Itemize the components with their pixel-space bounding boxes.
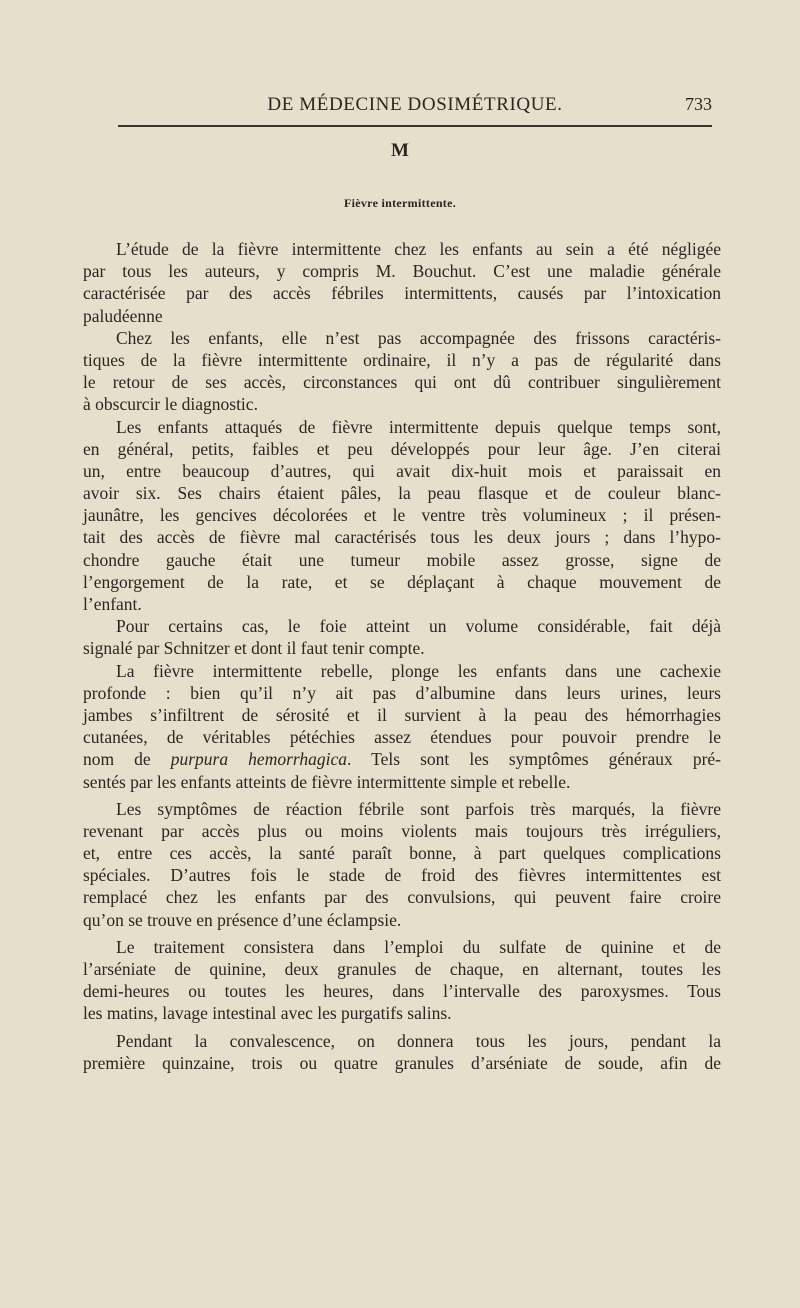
text-line: jaunâtre, les gencives décolorées et le ventre très volumineux ; il présen-	[83, 505, 721, 526]
text-line: caractérisée par des accès fébriles intermittents, causés par l’intoxication	[83, 283, 721, 304]
text-line: paludéenne	[83, 305, 163, 326]
body-text	[83, 238, 721, 1074]
text-line: à obscurcir le diagnostic.	[83, 394, 258, 415]
running-head-title: DE MÉDECINE DOSIMÉTRIQUE.	[267, 94, 563, 115]
text-line-purpura: nom de purpura hemorrhagica. Tels sont les symptômes généraux pré-	[83, 749, 721, 770]
text-line: qu’on se trouve en présence d’une éclampsie.	[83, 909, 402, 930]
text-line: profonde : bien qu’il n’y ait pas d’albumine dans leurs urines, leurs	[83, 682, 721, 703]
text-line: L’étude de la fièvre intermittente chez les enfants au sein a été négligée	[116, 239, 721, 259]
text-line: jambes s’infiltrent de sérosité et il survient à la peau des hémorrhagies	[83, 704, 721, 725]
text-line: Pendant la convalescence, on donnera tous les jours, pendant la	[116, 1030, 721, 1051]
text-line: Les symptômes de réaction fébrile sont parfois très marqués, la fièvre	[116, 798, 721, 819]
text-line: chondre gauche était une tumeur mobile assez grosse, signe de	[83, 549, 721, 570]
header-rule	[118, 125, 712, 127]
running-head	[118, 90, 712, 124]
text-line: par tous les auteurs, y compris M. Bouchut. C’est une maladie générale	[83, 261, 721, 282]
text-line: revenant par accès plus ou moins violents mais toujours très irréguliers,	[83, 820, 721, 841]
text-line: remplacé chez les enfants par des convulsions, qui peuvent faire croire	[83, 887, 721, 908]
text-line: spéciales. D’autres fois le stade de froid des fièvres intermittentes est	[83, 865, 721, 886]
text-line: cutanées, de véritables pétéchies assez étendues pour pouvoir prendre le	[83, 727, 721, 748]
text-line: La fièvre intermittente rebelle, plonge les enfants dans une cachexie	[116, 660, 721, 681]
text-line: avoir six. Ses chairs étaient pâles, la peau flasque et de couleur blanc-	[83, 483, 721, 504]
latin-term: purpura hemorrhagica	[170, 749, 348, 770]
text-line: demi-heures ou toutes les heures, dans l’intervalle des paroxysmes. Tous	[83, 981, 721, 1002]
text-line: Pour certains cas, le foie atteint un volume considérable, fait déjà	[116, 616, 721, 637]
text-line: un, entre beaucoup d’autres, qui avait dix-huit mois et paraissait en	[83, 460, 721, 481]
text-line: tiques de la fièvre intermittente ordinaire, il n’y a pas de régularité dans	[83, 349, 721, 370]
page-number: 733	[685, 94, 712, 114]
text-line: Le traitement consistera dans l’emploi du sulfate de quinine et de	[116, 936, 721, 957]
section-letter: M	[391, 140, 409, 161]
text-line: tait des accès de fièvre mal caractérisés tous les deux jours ; dans l’hypo-	[83, 527, 721, 548]
text-line: l’engorgement de la rate, et se déplaçant à chaque mouvement de	[83, 571, 721, 592]
text-line: première quinzaine, trois ou quatre granules d’arséniate de soude, afin de	[83, 1052, 721, 1073]
text-line: signalé par Schnitzer et dont il faut tenir compte.	[83, 638, 425, 659]
text-line: Les enfants attaqués de fièvre intermittente depuis quelque temps sont,	[116, 416, 721, 437]
text-line: en général, petits, faibles et peu développés pour leur âge. J’en citerai	[83, 438, 721, 459]
text-line: sentés par les enfants atteints de fièvre intermittente simple et rebelle.	[83, 771, 571, 792]
text-line: les matins, lavage intestinal avec les purgatifs salins.	[83, 1003, 452, 1024]
text-line: Chez les enfants, elle n’est pas accompagnée des frissons caractéris-	[116, 327, 721, 348]
text-line: le retour de ses accès, circonstances qui ont dû contribuer singulièrement	[83, 372, 721, 393]
text-line: et, entre ces accès, la santé paraît bonne, à part quelques complications	[83, 843, 721, 864]
text-line: l’arséniate de quinine, deux granules de chaque, en alternant, toutes les	[83, 959, 721, 979]
section-heading: Fièvre intermittente.	[343, 196, 457, 210]
text-line: l’enfant.	[83, 594, 142, 614]
